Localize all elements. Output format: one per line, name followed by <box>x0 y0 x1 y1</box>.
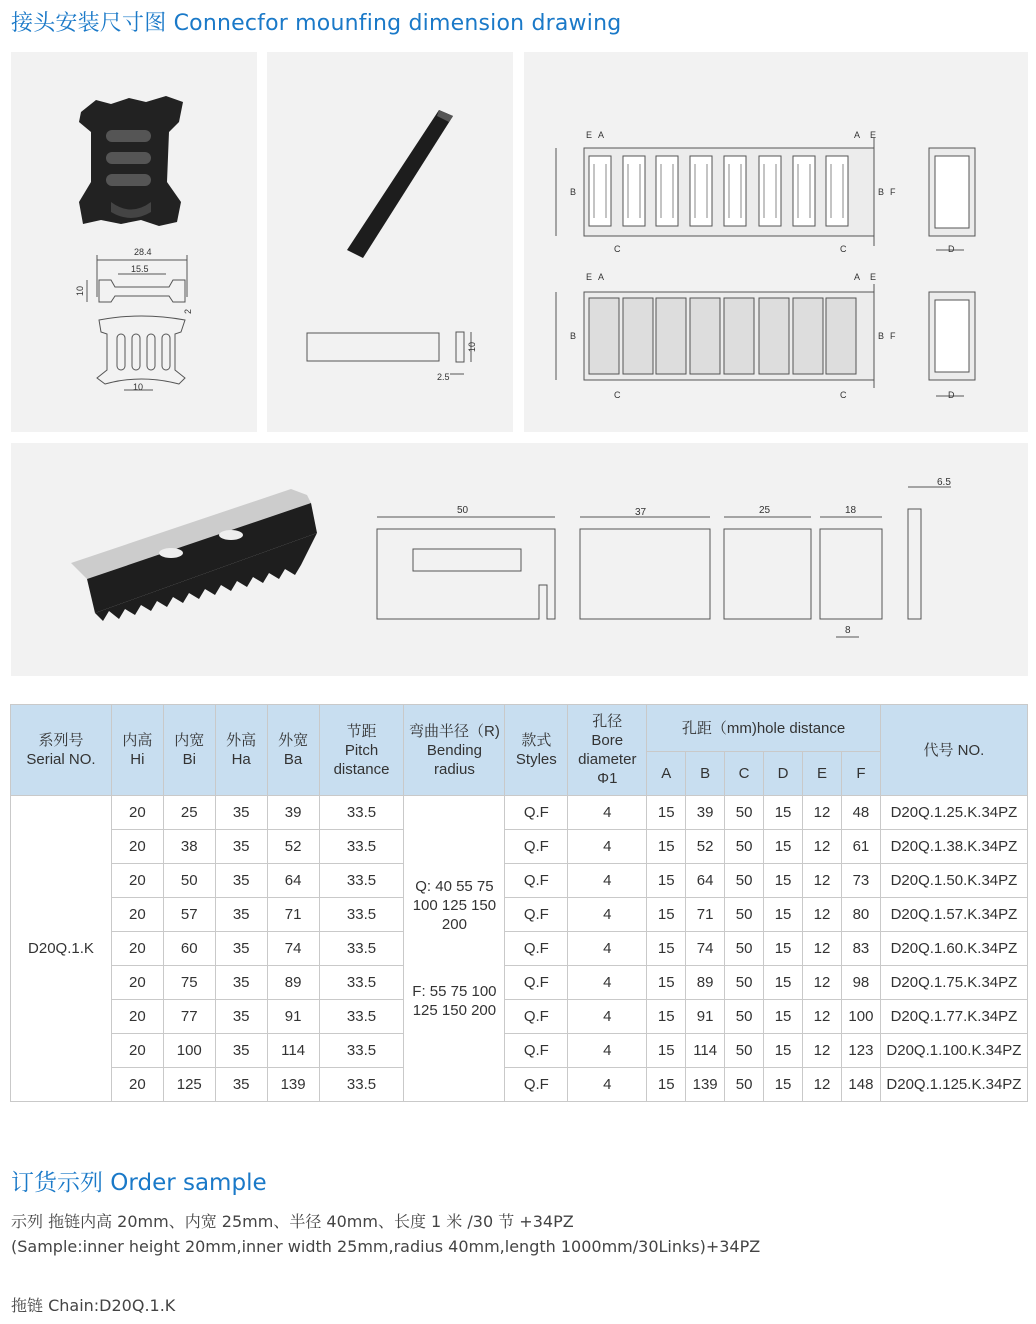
chain-open-view <box>556 138 975 250</box>
cell-style: Q.F <box>505 932 568 966</box>
dim-label: B <box>570 331 577 341</box>
cell-hole-e: 12 <box>803 932 842 966</box>
dim-label: A <box>598 272 605 282</box>
cell-ba: 139 <box>267 1068 319 1102</box>
cell-style: Q.F <box>505 1068 568 1102</box>
cell-bore: 4 <box>568 966 647 1000</box>
cell-hole-b: 64 <box>686 864 725 898</box>
cell-ba: 52 <box>267 830 319 864</box>
cell-hole-f: 123 <box>841 1034 880 1068</box>
cell-hole-e: 12 <box>803 1000 842 1034</box>
cell-hole-b: 139 <box>686 1068 725 1102</box>
dim-label: F <box>890 331 896 341</box>
header-bi: 内宽 Bi <box>163 705 215 796</box>
cell-hole-a: 15 <box>647 932 686 966</box>
cell-hole-b: 52 <box>686 830 725 864</box>
dim-label: 28.4 <box>134 247 152 257</box>
cell-hole-d: 15 <box>764 830 803 864</box>
header-hole-c: C <box>725 752 764 796</box>
cell-hi: 20 <box>111 1034 163 1068</box>
separator-bar-drawing-panel <box>267 52 513 432</box>
cell-bore: 4 <box>568 1000 647 1034</box>
comb-separator-drawing-panel <box>11 443 1028 676</box>
cell-bi: 25 <box>163 796 215 830</box>
table-row <box>11 830 1028 864</box>
cell-style: Q.F <box>505 796 568 830</box>
cell-hole-d: 15 <box>764 1000 803 1034</box>
cell-hole-a: 15 <box>647 1068 686 1102</box>
cell-hole-c: 50 <box>725 864 764 898</box>
cell-style: Q.F <box>505 830 568 864</box>
cell-hole-a: 15 <box>647 830 686 864</box>
connector-bracket-side-view <box>87 255 187 302</box>
dim-label: 8 <box>845 625 851 636</box>
cell-ba: 89 <box>267 966 319 1000</box>
dim-label: A <box>854 272 861 282</box>
header-pitch: 节距 Pitch distance <box>319 705 404 796</box>
connector-bracket-3d-icon <box>79 96 183 226</box>
header-code: 代号 NO. <box>880 705 1027 796</box>
cell-bore: 4 <box>568 1034 647 1068</box>
cell-pitch: 33.5 <box>319 1000 404 1034</box>
cell-hole-d: 15 <box>764 864 803 898</box>
cell-code: D20Q.1.60.K.34PZ <box>880 932 1027 966</box>
cell-pitch: 33.5 <box>319 796 404 830</box>
cell-hole-e: 12 <box>803 1068 842 1102</box>
cell-hole-d: 15 <box>764 1034 803 1068</box>
bending-q-values: Q: 40 55 75 100 125 150 200 <box>412 878 497 933</box>
dim-label: 6.5 <box>937 477 951 488</box>
cell-bore: 4 <box>568 796 647 830</box>
cell-hole-d: 15 <box>764 1068 803 1102</box>
separator-bar-3d-icon <box>347 110 453 258</box>
cell-bi: 125 <box>163 1068 215 1102</box>
cell-ha: 35 <box>215 966 267 1000</box>
dim-label: 10 <box>75 285 85 296</box>
cell-hole-b: 89 <box>686 966 725 1000</box>
cell-pitch: 33.5 <box>319 898 404 932</box>
cell-code: D20Q.1.25.K.34PZ <box>880 796 1027 830</box>
table-row <box>11 932 1028 966</box>
cell-ba: 74 <box>267 932 319 966</box>
cell-hole-e: 12 <box>803 1034 842 1068</box>
dim-label: 37 <box>635 507 647 518</box>
cell-hole-f: 100 <box>841 1000 880 1034</box>
cell-hole-a: 15 <box>647 1034 686 1068</box>
dim-label: 18 <box>845 505 857 516</box>
cell-hi: 20 <box>111 898 163 932</box>
dim-label: A <box>598 130 605 140</box>
series-cell: D20Q.1.K <box>11 796 112 1102</box>
dim-label: B <box>878 331 885 341</box>
cell-hole-e: 12 <box>803 864 842 898</box>
header-hole-b: B <box>686 752 725 796</box>
header-hole-a: A <box>647 752 686 796</box>
chain-top-view-drawing-panel <box>524 52 1028 432</box>
cell-bi: 75 <box>163 966 215 1000</box>
dim-label: E <box>586 272 593 282</box>
dim-label: D <box>948 244 955 254</box>
spec-table <box>10 704 1028 1102</box>
cell-style: Q.F <box>505 966 568 1000</box>
cell-style: Q.F <box>505 1000 568 1034</box>
dim-label: 25 <box>759 505 771 516</box>
dim-label: 2.5 <box>437 372 450 382</box>
cell-hi: 20 <box>111 1000 163 1034</box>
table-row <box>11 898 1028 932</box>
dim-label: E <box>586 130 593 140</box>
dim-label: C <box>840 390 847 400</box>
connector-bracket-drawing-panel <box>11 52 257 432</box>
cell-bore: 4 <box>568 1068 647 1102</box>
dim-label: 15.5 <box>131 264 149 274</box>
cell-ha: 35 <box>215 932 267 966</box>
cell-pitch: 33.5 <box>319 830 404 864</box>
header-ba: 外宽 Ba <box>267 705 319 796</box>
dim-label: E <box>870 130 877 140</box>
header-hi: 内高 Hi <box>111 705 163 796</box>
cell-hi: 20 <box>111 864 163 898</box>
cell-ha: 35 <box>215 1000 267 1034</box>
cell-hole-d: 15 <box>764 898 803 932</box>
cell-ba: 91 <box>267 1000 319 1034</box>
cell-style: Q.F <box>505 864 568 898</box>
cell-hole-f: 148 <box>841 1068 880 1102</box>
cell-bi: 38 <box>163 830 215 864</box>
cell-bore: 4 <box>568 932 647 966</box>
cell-hole-e: 12 <box>803 796 842 830</box>
header-hole-e: E <box>803 752 842 796</box>
separator-bar-drawings <box>307 332 471 374</box>
cell-hole-c: 50 <box>725 932 764 966</box>
dim-label: F <box>890 187 896 197</box>
dim-label: B <box>878 187 885 197</box>
dim-label: E <box>870 272 877 282</box>
cell-hole-f: 48 <box>841 796 880 830</box>
connector-bracket-front-view <box>97 316 185 390</box>
cell-hole-b: 71 <box>686 898 725 932</box>
cell-hole-a: 15 <box>647 796 686 830</box>
table-row <box>11 1068 1028 1102</box>
dim-label: D <box>948 390 955 400</box>
cell-bi: 60 <box>163 932 215 966</box>
cell-ha: 35 <box>215 796 267 830</box>
cell-hole-b: 74 <box>686 932 725 966</box>
cell-hole-a: 15 <box>647 898 686 932</box>
cell-hole-e: 12 <box>803 966 842 1000</box>
cell-style: Q.F <box>505 1034 568 1068</box>
cell-hole-d: 15 <box>764 932 803 966</box>
dim-label: 50 <box>457 505 469 516</box>
dim-label: C <box>614 244 621 254</box>
order-sample-line-cn: 示列 拖链内高 20mm、内宽 25mm、半径 40mm、长度 1 米 /30 节 +34PZ <box>11 1212 574 1231</box>
cell-code: D20Q.1.38.K.34PZ <box>880 830 1027 864</box>
cell-ha: 35 <box>215 864 267 898</box>
cell-bore: 4 <box>568 864 647 898</box>
table-row <box>11 864 1028 898</box>
header-hole-distance: 孔距（mm)hole distance <box>647 705 881 752</box>
cell-ha: 35 <box>215 1068 267 1102</box>
cell-hole-f: 73 <box>841 864 880 898</box>
cell-hi: 20 <box>111 1068 163 1102</box>
cell-hole-b: 39 <box>686 796 725 830</box>
cell-bore: 4 <box>568 898 647 932</box>
cell-hole-c: 50 <box>725 796 764 830</box>
cell-bore: 4 <box>568 830 647 864</box>
cell-hole-c: 50 <box>725 830 764 864</box>
cell-hole-a: 15 <box>647 966 686 1000</box>
dim-label: 10 <box>467 341 477 352</box>
cell-hole-c: 50 <box>725 966 764 1000</box>
cell-pitch: 33.5 <box>319 1068 404 1102</box>
dim-label: B <box>570 187 577 197</box>
header-ha: 外高 Ha <box>215 705 267 796</box>
cell-hole-f: 83 <box>841 932 880 966</box>
cell-ba: 114 <box>267 1034 319 1068</box>
dim-label: A <box>854 130 861 140</box>
cell-hole-c: 50 <box>725 898 764 932</box>
cell-hole-b: 114 <box>686 1034 725 1068</box>
cell-hi: 20 <box>111 966 163 1000</box>
cell-hole-e: 12 <box>803 830 842 864</box>
cell-ba: 71 <box>267 898 319 932</box>
cell-code: D20Q.1.125.K.34PZ <box>880 1068 1027 1102</box>
cell-hole-c: 50 <box>725 1068 764 1102</box>
cell-code: D20Q.1.75.K.34PZ <box>880 966 1027 1000</box>
cell-code: D20Q.1.77.K.34PZ <box>880 1000 1027 1034</box>
order-chain-code: 拖链 Chain:D20Q.1.K <box>11 1296 176 1315</box>
cell-hole-c: 50 <box>725 1034 764 1068</box>
cell-hole-a: 15 <box>647 1000 686 1034</box>
order-sample-title: 订货示列 Order sample <box>11 1170 267 1196</box>
cell-pitch: 33.5 <box>319 966 404 1000</box>
cell-hole-a: 15 <box>647 864 686 898</box>
cell-hi: 20 <box>111 830 163 864</box>
cell-hole-f: 61 <box>841 830 880 864</box>
header-bore: 孔径 Bore diameter Φ1 <box>568 705 647 796</box>
bending-f-values: F: 55 75 100 125 150 200 <box>412 983 497 1019</box>
cell-hi: 20 <box>111 796 163 830</box>
cell-hole-f: 98 <box>841 966 880 1000</box>
cell-bi: 57 <box>163 898 215 932</box>
cell-ba: 64 <box>267 864 319 898</box>
table-row <box>11 1034 1028 1068</box>
dim-label: 10 <box>133 382 144 392</box>
header-styles: 款式 Styles <box>505 705 568 796</box>
table-row <box>11 1000 1028 1034</box>
cell-ha: 35 <box>215 830 267 864</box>
header-hole-f: F <box>841 752 880 796</box>
cell-hole-c: 50 <box>725 1000 764 1034</box>
cell-bi: 77 <box>163 1000 215 1034</box>
header-bending: 弯曲半径（R) Bending radius <box>404 705 505 796</box>
dim-label: C <box>840 244 847 254</box>
table-row <box>11 966 1028 1000</box>
cell-pitch: 33.5 <box>319 864 404 898</box>
cell-bi: 100 <box>163 1034 215 1068</box>
cell-ha: 35 <box>215 1034 267 1068</box>
cell-hole-e: 12 <box>803 898 842 932</box>
cell-hole-d: 15 <box>764 796 803 830</box>
table-row <box>11 796 1028 830</box>
comb-separator-3d-icon <box>71 489 317 621</box>
cell-ba: 39 <box>267 796 319 830</box>
chain-covered-view <box>556 284 975 396</box>
order-sample-line-en: (Sample:inner height 20mm,inner width 25mm,radius 40mm,length 1000mm/30Links)+34PZ <box>11 1237 761 1256</box>
cell-ha: 35 <box>215 898 267 932</box>
cell-hole-b: 91 <box>686 1000 725 1034</box>
dim-label: 2 <box>183 308 193 314</box>
header-serial: 系列号 Serial NO. <box>11 705 112 796</box>
cell-code: D20Q.1.100.K.34PZ <box>880 1034 1027 1068</box>
cell-code: D20Q.1.57.K.34PZ <box>880 898 1027 932</box>
cell-hi: 20 <box>111 932 163 966</box>
dim-label: C <box>614 390 621 400</box>
cell-style: Q.F <box>505 898 568 932</box>
page-title: 接头安装尺寸图 Connecfor mounfing dimension drawing <box>11 11 622 36</box>
cell-hole-d: 15 <box>764 966 803 1000</box>
header-hole-d: D <box>764 752 803 796</box>
bending-radius-cell <box>404 796 505 1102</box>
cell-pitch: 33.5 <box>319 932 404 966</box>
cell-bi: 50 <box>163 864 215 898</box>
cell-code: D20Q.1.50.K.34PZ <box>880 864 1027 898</box>
cell-hole-f: 80 <box>841 898 880 932</box>
cell-pitch: 33.5 <box>319 1034 404 1068</box>
